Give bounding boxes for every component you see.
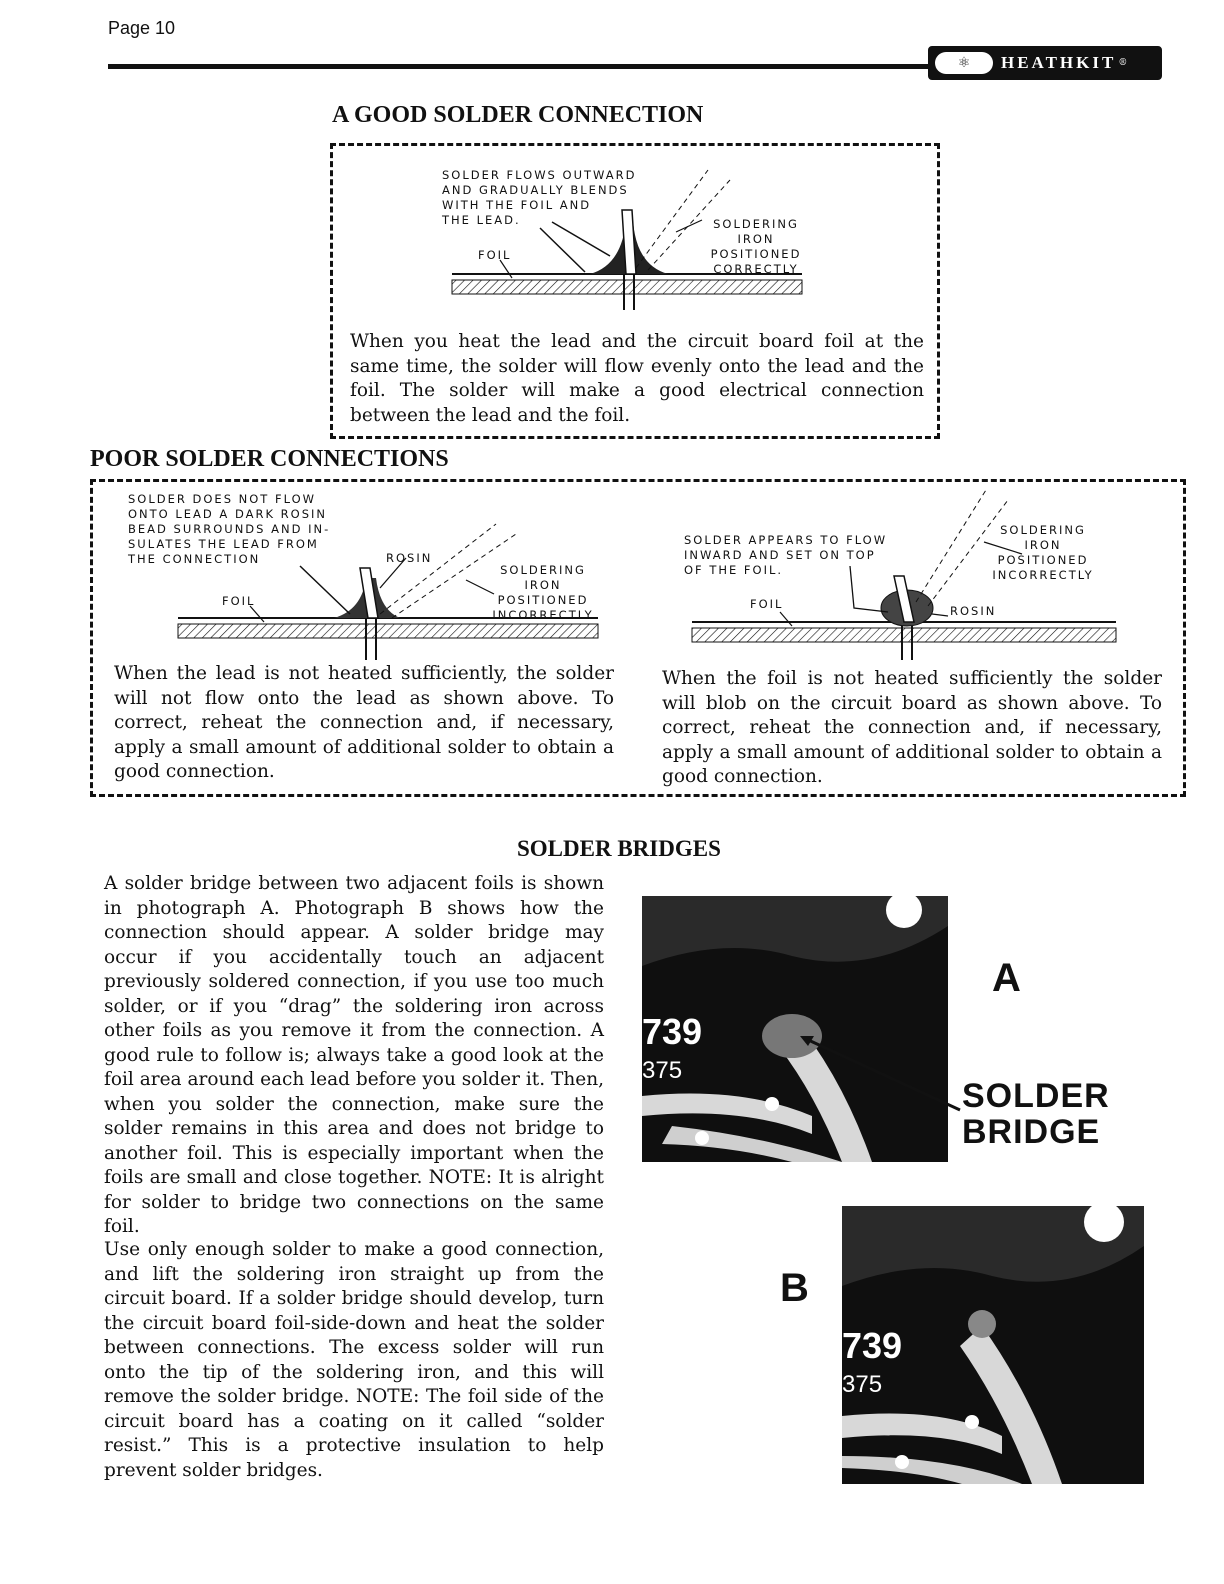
poor-left-caption-iron: SOLDERING IRON POSITIONED INCORRECTLY — [492, 563, 594, 622]
photo-b-good-connection — [842, 1206, 1144, 1484]
brand-text: HEATHKIT — [1001, 53, 1117, 72]
solder-bridge-callout: SOLDER BRIDGE — [962, 1077, 1110, 1151]
good-connection-title: A GOOD SOLDER CONNECTION — [332, 102, 704, 128]
poor-left-text: When the lead is not heated sufficiently, the solder will not flow onto the lead as shown above. To correct, reheat the connection and, if necessary, apply a small amount of additional solder to obtain a good connection. — [114, 663, 614, 782]
poor-right-text: When the foil is not heated sufficiently the solder will blob on the circuit board as shown above. To correct, reheat the connection and, if necessary, apply a small amount of additional solder to obtain a good connection. — [662, 668, 1162, 787]
board-number-375-b: 375 — [842, 1371, 883, 1398]
poor-connections-title: POOR SOLDER CONNECTIONS — [90, 446, 449, 472]
bridges-paragraph-1: A solder bridge between two adjacent foils is shown in photograph A. Photograph B shows how the connection should appear. A solder bridge may occur if you accidentally touch an adjacent previously soldered connection, if you use too much solder, or if you “drag” the soldering iron across other foils as you remove it from the connection. A good rule to follow is; always take a good look at the foil area around each lead before you solder it. Then, when you solder the connection, make sure the solder remains in this area and does not bridge to another foil. This is especially important when the foils are small and close together. NOTE: It is alright for solder to bridge two connections on the same foil. — [104, 873, 604, 1237]
heathkit-logo — [928, 46, 1162, 80]
page-number: Page 10 — [108, 18, 176, 38]
bridges-paragraph-2: Use only enough solder to make a good connection, and lift the soldering iron straight up from the circuit board. If a solder bridge should develop, turn the circuit board foil-side-down and heat the solder between connections. The excess solder will run onto the tip of the soldering iron, and this will remove the solder bridge. NOTE: The foil side of the circuit board has a coating on it called “solder resist.” This is a protective insulation to help prevent solder bridges. — [104, 1239, 604, 1481]
poor-left-caption-flow: SOLDER DOES NOT FLOW ONTO LEAD A DARK ROSIN BEAD SURROUNDS AND IN- SULATES THE LEAD FROM THE CONNECTION — [128, 492, 331, 566]
photo-b-label: B — [780, 1266, 809, 1310]
photo-a-solder-bridge — [642, 896, 948, 1162]
poor-left-diagram — [170, 500, 600, 660]
registered-mark: ® — [1118, 58, 1128, 68]
poor-left-caption-foil: FOIL — [222, 594, 256, 608]
poor-right-caption-iron: SOLDERING IRON POSITIONED INCORRECTLY — [992, 523, 1094, 582]
atom-logo-icon: ⚛ — [935, 52, 993, 74]
callout-arrow — [800, 1030, 970, 1120]
poor-right-diagram — [688, 480, 1128, 660]
good-caption-foil: FOIL — [478, 248, 512, 262]
poor-left-caption-rosin: ROSIN — [386, 551, 433, 565]
poor-right-caption-rosin: ROSIN — [950, 604, 997, 618]
poor-right-caption-flow: SOLDER APPEARS TO FLOW INWARD AND SET ON TOP OF THE FOIL. — [684, 533, 888, 577]
board-number-739-a: 739 — [642, 1011, 703, 1052]
good-caption-flow: SOLDER FLOWS OUTWARD AND GRADUALLY BLENDS WITH THE FOIL AND THE LEAD. — [442, 168, 637, 227]
poor-right-caption-foil: FOIL — [750, 597, 784, 611]
photo-a-label: A — [992, 956, 1021, 1000]
board-number-739-b: 739 — [842, 1325, 903, 1366]
header-rule — [108, 64, 930, 69]
good-connection-text: When you heat the lead and the circuit board foil at the same time, the solder will flow evenly onto the lead and the foil. The solder will make a good electrical connection between the lead and the foil. — [350, 331, 924, 426]
solder-bridges-title: SOLDER BRIDGES — [517, 836, 721, 861]
good-caption-iron: SOLDERING IRON POSITIONED CORRECTLY — [710, 217, 802, 276]
good-connection-diagram — [440, 160, 820, 310]
board-number-375-a: 375 — [642, 1057, 683, 1084]
